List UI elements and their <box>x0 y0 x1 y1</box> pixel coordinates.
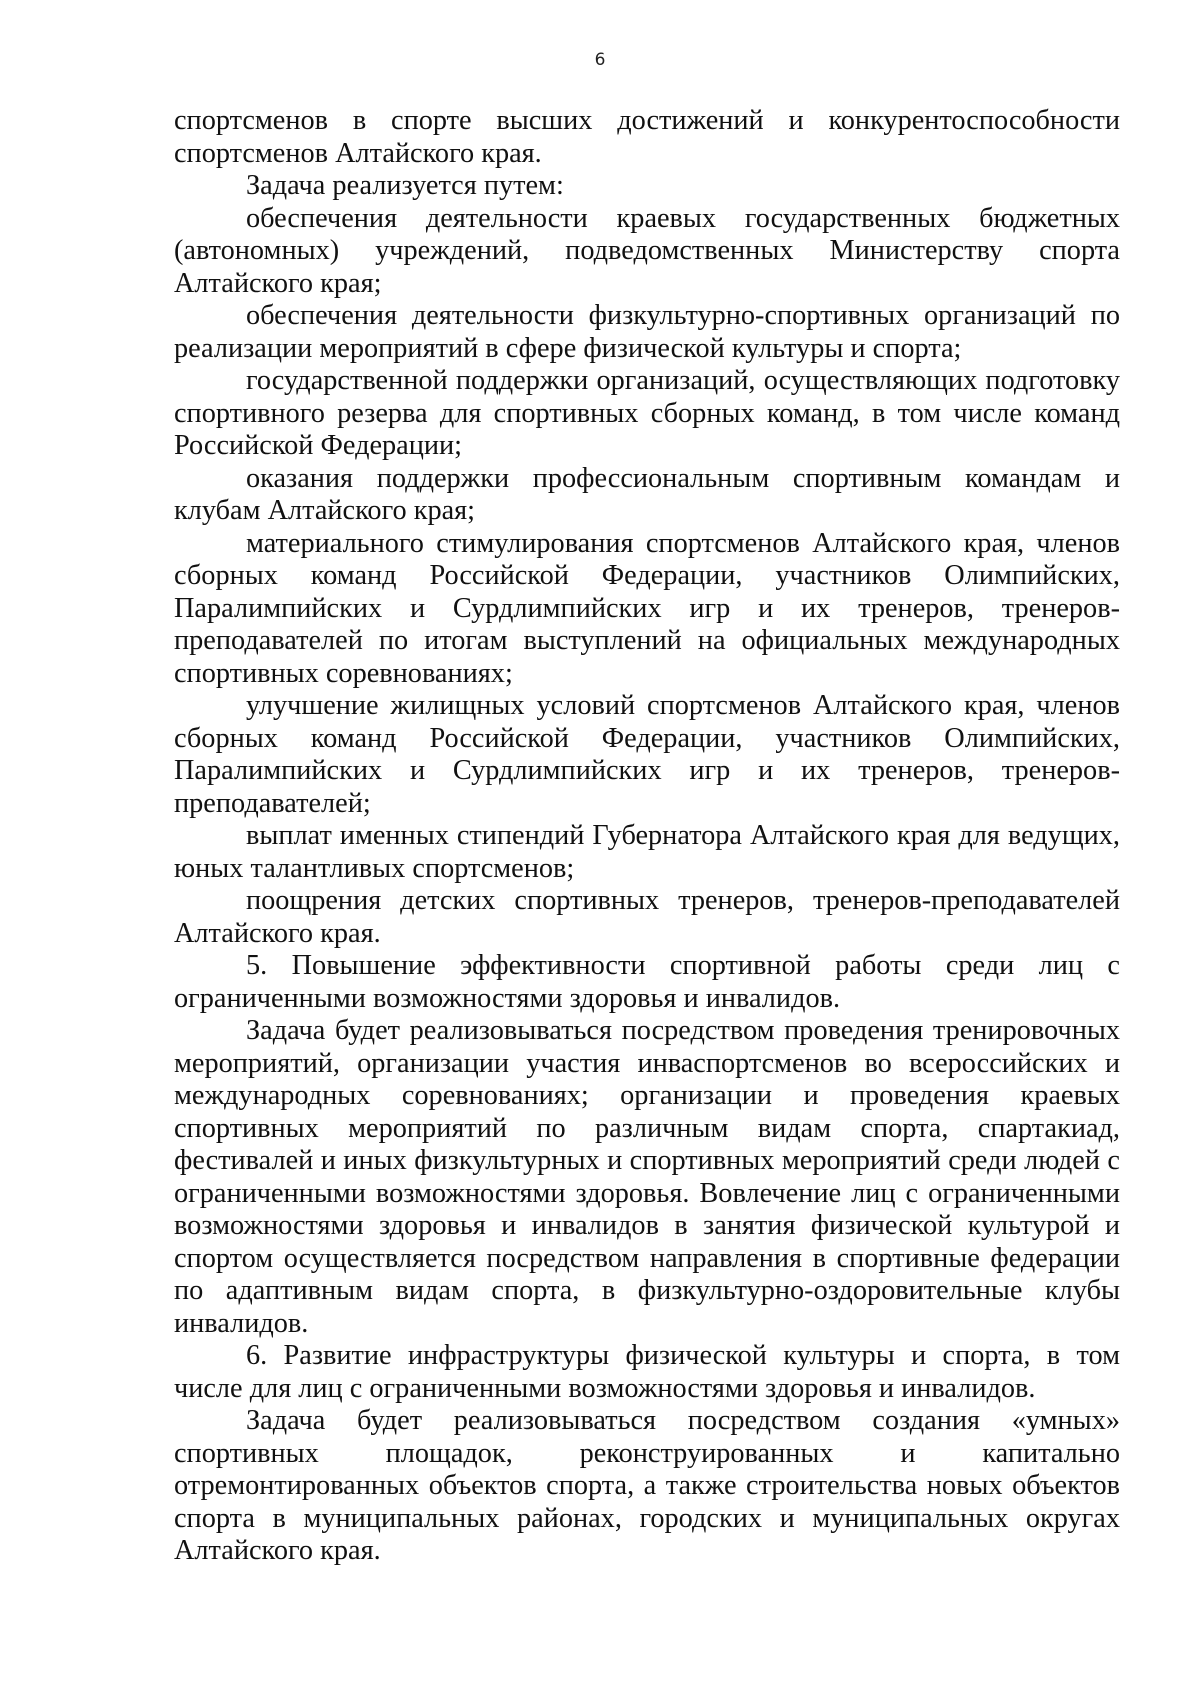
document-body <box>174 105 1120 1568</box>
paragraph-9: выплат именных стипендий Губернатора Алтайского края для ведущих, юных талантливых спортсменов; <box>174 820 1120 884</box>
paragraph-6: оказания поддержки профессиональным спортивным командам и клубам Алтайского края; <box>174 462 1120 526</box>
paragraph-2: Задача реализуется путем: <box>246 170 564 201</box>
paragraph-5: государственной поддержки организаций, осуществляющих подготовку спортивного резерва для спортивных сборных команд, в том числе команд Российской Федерации; <box>174 365 1120 461</box>
paragraph-14: Задача будет реализовываться посредством создания «умных» спортивных площадок, реконструированных и капитально отремонтированных объектов спорта, а также строительства новых объектов спорта в муниципальных районах, городских и муниципальных округах Алтайского края. <box>174 1405 1120 1566</box>
paragraph-4: обеспечения деятельности физкультурно-спортивных организаций по реализации мероприятий в сфере физической культуры и спорта; <box>174 300 1120 364</box>
paragraph-11: 5. Повышение эффективности спортивной работы среди лиц с ограниченными возможностями здоровья и инвалидов. <box>174 950 1120 1014</box>
page-number: 6 <box>594 50 606 70</box>
paragraph-8: улучшение жилищных условий спортсменов Алтайского края, членов сборных команд Российской Федерации, участников Олимпийских, Паралимпийских и Сурдлимпийских игр и их тренеров, тренеров-преподавателей; <box>174 690 1120 819</box>
paragraph-12: Задача будет реализовываться посредством проведения тренировочных мероприятий, организации участия инваспортсменов во всероссийских и международных соревнованиях; организации и проведения краевых спортивных мероприятий по различным видам спорта, спартакиад, фестивалей и иных физкультурных и спортивных мероприятий среди людей с ограниченными возможностями здоровья. Вовлечение лиц с ограниченными возможностями здоровья и инвалидов в занятия физической культурой и спортом осуществляется посредством направления в спортивные федерации по адаптивным видам спорта, в физкультурно-оздоровительные клубы инвалидов. <box>174 1015 1120 1339</box>
paragraph-7: материального стимулирования спортсменов Алтайского края, членов сборных команд Российской Федерации, участников Олимпийских, Паралимпийских и Сурдлимпийских игр и их тренеров, тренеров-преподавателей по итогам выступлений на официальных международных спортивных соревнованиях; <box>174 527 1120 689</box>
paragraph-1: спортсменов в спорте высших достижений и конкурентоспособности спортсменов Алтайского края. <box>174 105 1120 169</box>
paragraph-13: 6. Развитие инфраструктуры физической культуры и спорта, в том числе для лиц с ограниченными возможностями здоровья и инвалидов. <box>174 1340 1120 1404</box>
paragraph-3: обеспечения деятельности краевых государственных бюджетных (автономных) учреждений, подведомственных Министерству спорта Алтайского края; <box>174 202 1120 299</box>
paragraph-10: поощрения детских спортивных тренеров, тренеров-преподавателей Алтайского края. <box>174 885 1120 949</box>
